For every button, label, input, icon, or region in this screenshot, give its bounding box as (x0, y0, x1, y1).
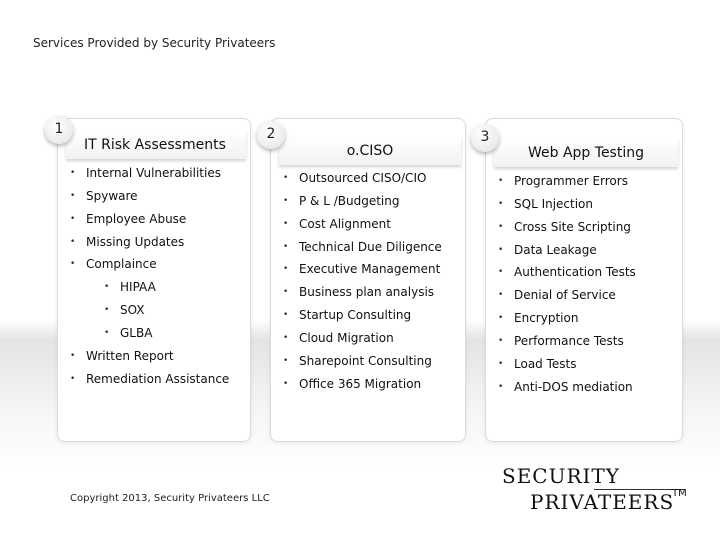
list-item: • Cloud Migration (281, 327, 465, 350)
card-title: IT Risk Assessments (66, 131, 246, 159)
list-item: • Technical Due Diligence (281, 236, 465, 259)
list-item: • Encryption (496, 307, 682, 330)
step-number-badge: 3 (471, 124, 499, 152)
list-item: • Denial of Service (496, 284, 682, 307)
list-item: • Anti-DOS mediation (496, 376, 682, 399)
copyright-notice: Copyright 2013, Security Privateers LLC (70, 493, 270, 504)
service-list (496, 170, 682, 398)
list-item: • Sharepoint Consulting (281, 350, 465, 373)
step-number-badge: 2 (257, 121, 285, 149)
sub-list-item: • HIPAA (68, 276, 250, 299)
card-title: o.CISO (279, 137, 461, 165)
list-item: • P & L /Budgeting (281, 190, 465, 213)
list-item: • Performance Tests (496, 330, 682, 353)
list-item: • Executive Management (281, 258, 465, 281)
list-item: • Spyware (68, 185, 250, 208)
step-number-badge: 1 (45, 116, 73, 144)
list-item: • Data Leakage (496, 239, 682, 262)
list-item: • Outsourced CISO/CIO (281, 167, 465, 190)
card-web-app-testing (485, 118, 683, 442)
list-item: • Cross Site Scripting (496, 216, 682, 239)
card-it-risk-assessments (57, 118, 251, 442)
sub-list-item: • GLBA (68, 322, 250, 345)
sub-list-item: • SOX (68, 299, 250, 322)
list-item: • Load Tests (496, 353, 682, 376)
card-title: Web App Testing (494, 139, 678, 167)
logo-line-1: SECURITY (502, 464, 620, 488)
list-item: • Missing Updates (68, 231, 250, 254)
logo-line-2: PRIVATEERS (530, 490, 675, 514)
list-item: • Office 365 Migration (281, 373, 465, 396)
service-list (281, 167, 465, 395)
trademark-mark: TM (672, 488, 687, 499)
service-list (68, 162, 250, 390)
card-ociso (270, 118, 466, 442)
list-item: • SQL Injection (496, 193, 682, 216)
list-item: • Cost Alignment (281, 213, 465, 236)
list-item: • Internal Vulnerabilities (68, 162, 250, 185)
list-item: • Employee Abuse (68, 208, 250, 231)
list-item: • Complaince (68, 253, 250, 276)
list-item: • Authentication Tests (496, 261, 682, 284)
list-item: • Startup Consulting (281, 304, 465, 327)
list-item: • Written Report (68, 345, 250, 368)
list-item: • Programmer Errors (496, 170, 682, 193)
company-logo (498, 460, 698, 520)
page-title: Services Provided by Security Privateers (33, 36, 276, 50)
list-item: • Business plan analysis (281, 281, 465, 304)
list-item: • Remediation Assistance (68, 368, 250, 391)
